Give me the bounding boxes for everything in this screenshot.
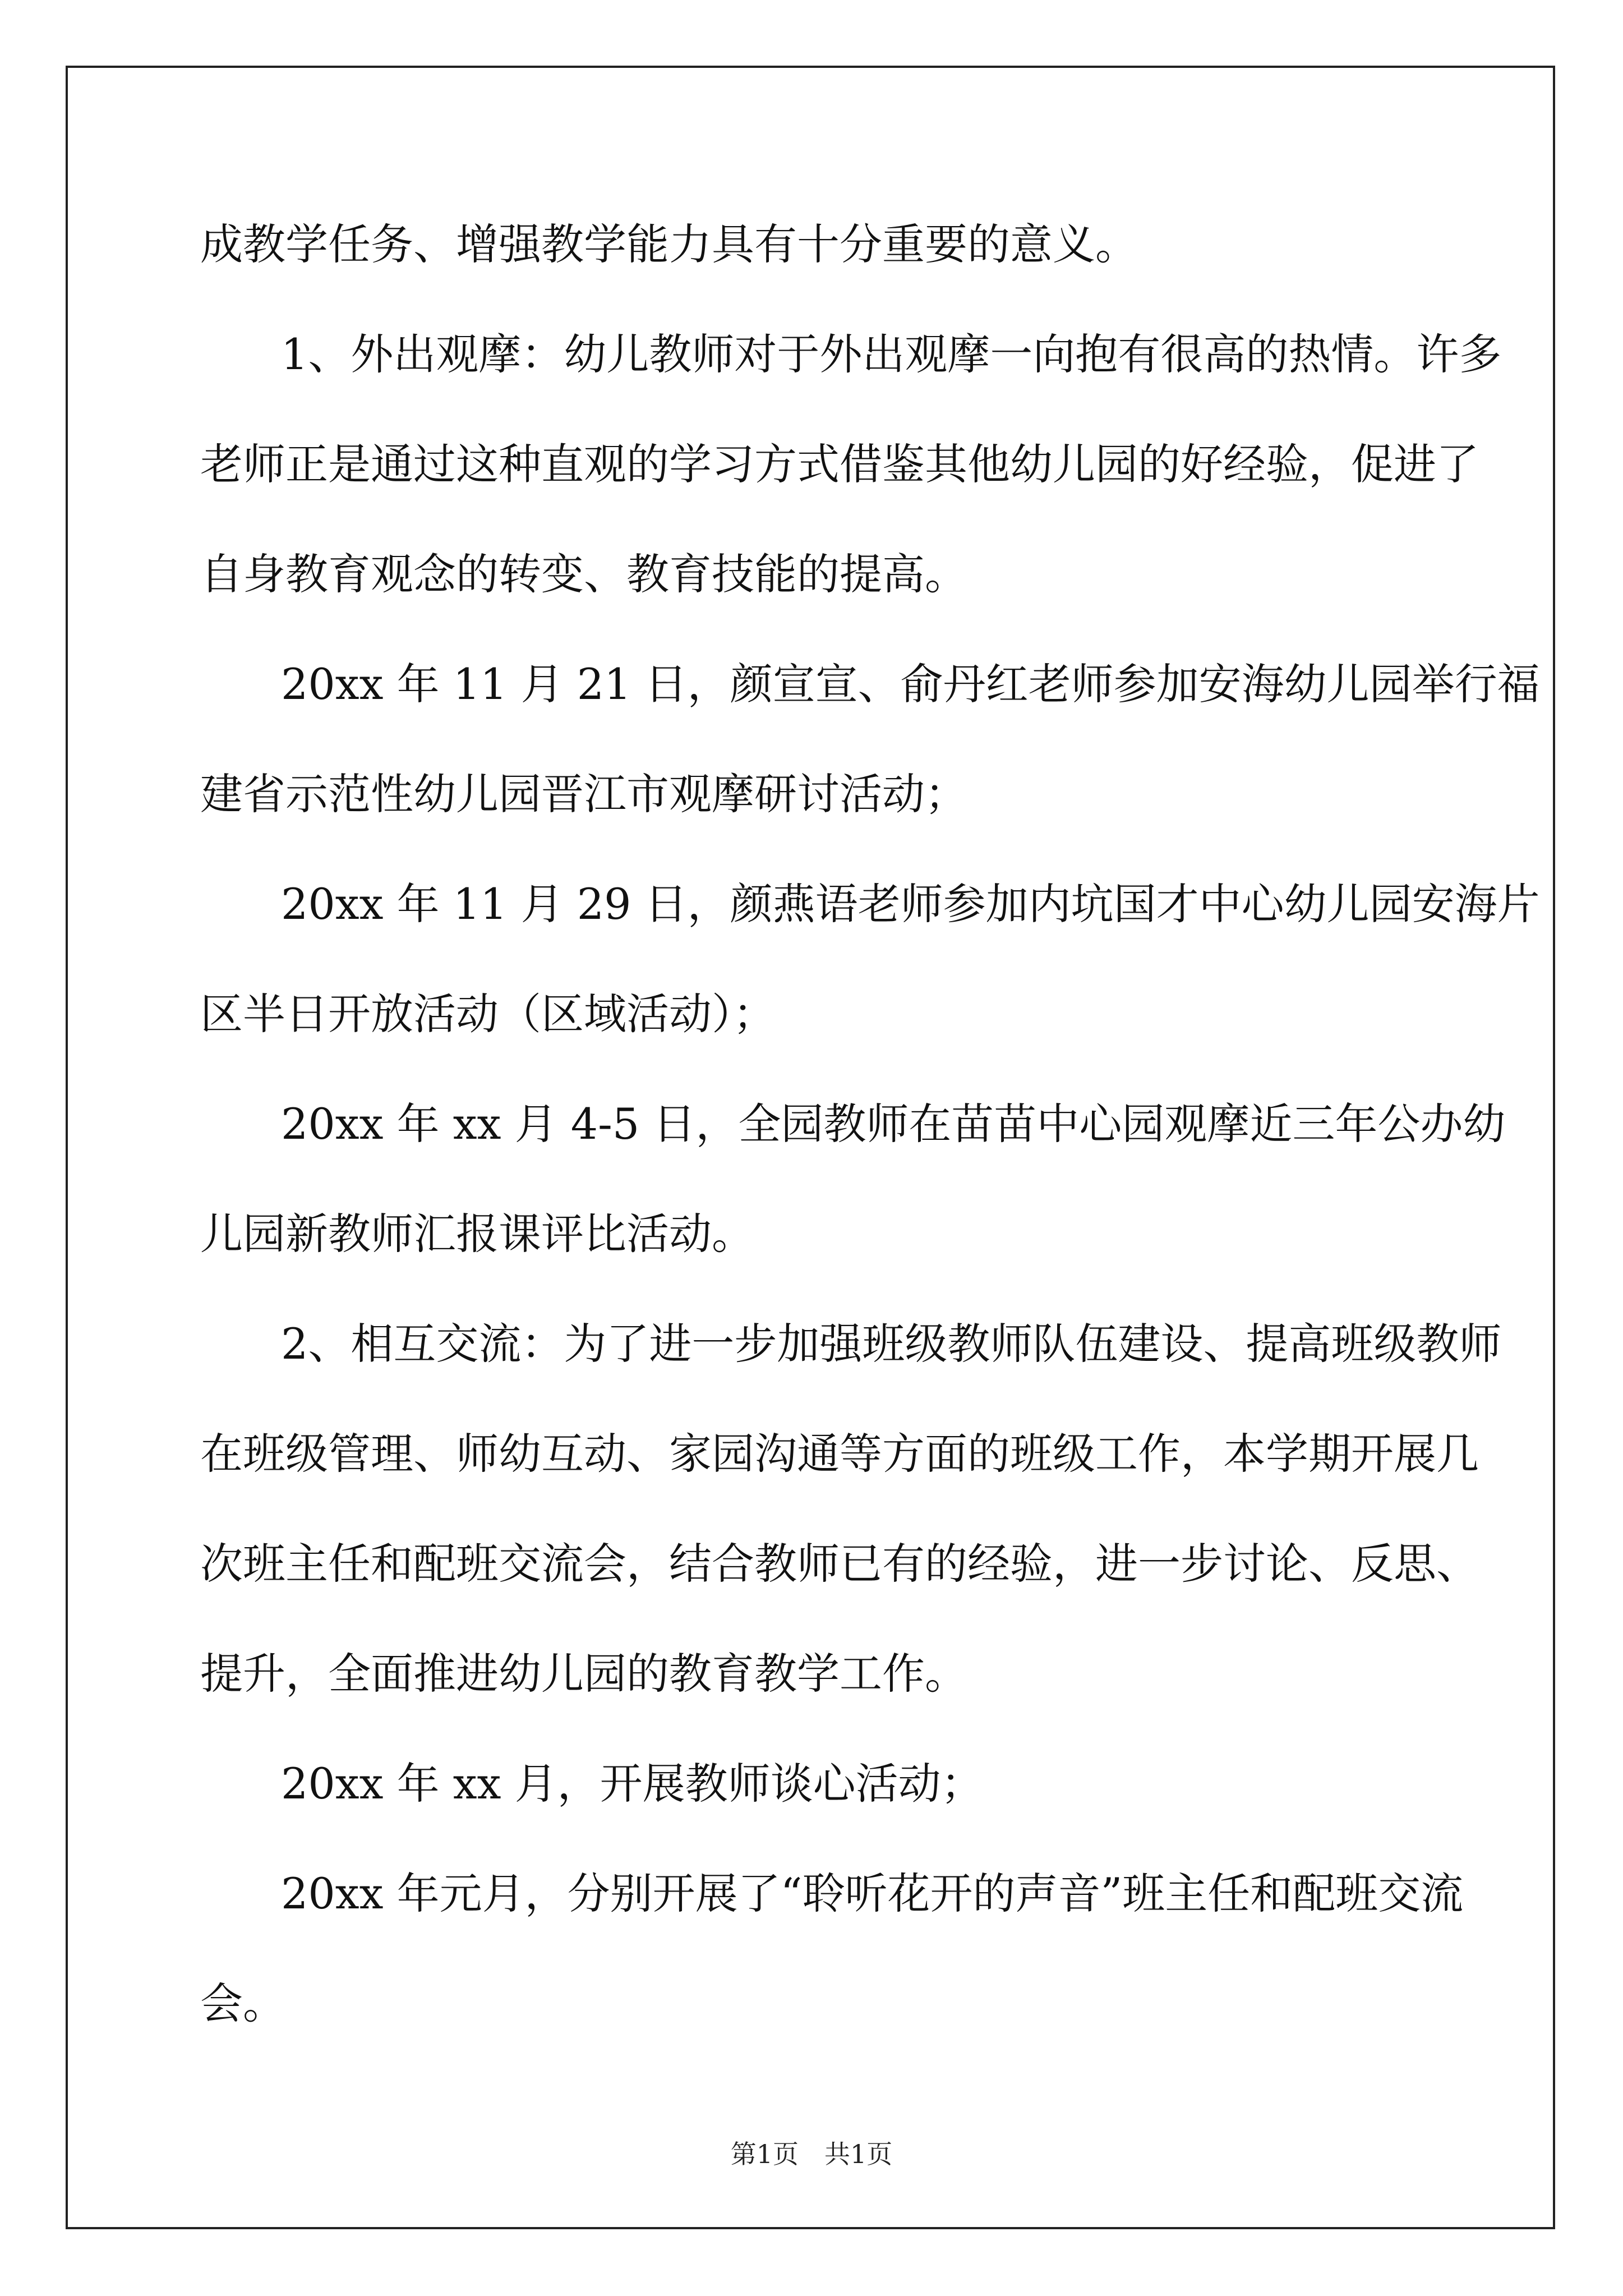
event-entry: 20xx 年元月，分别开展了“聆听花开的声音”班主任和配班交流 <box>281 1869 1464 1918</box>
text-line: 在班级管理、师幼互动、家园沟通等方面的班级工作，本学期开展几 <box>200 1429 1479 1479</box>
text-line: 儿园新教师汇报课评比活动。 <box>200 1209 754 1259</box>
text-line: 会。 <box>200 1978 285 2028</box>
text-line: 区半日开放活动（区域活动）； <box>200 989 776 1039</box>
text-line: 提升，全面推进幼儿园的教育教学工作。 <box>200 1649 967 1699</box>
text-line: 自身教育观念的转变、教育技能的提高。 <box>200 549 967 599</box>
paragraph-heading-exchange: 2、相互交流：为了进一步加强班级教师队伍建设、提高班级教师 <box>281 1319 1502 1369</box>
text-line: 老师正是通过这种直观的学习方式借鉴其他幼儿园的好经验，促进了 <box>200 439 1479 489</box>
page-number: 第1页 <box>730 2139 799 2169</box>
event-entry: 20xx 年 11 月 21 日，颜宣宣、俞丹红老师参加安海幼儿园举行福 <box>281 659 1540 709</box>
event-entry: 20xx 年 xx 月 4-5 日，全园教师在苗苗中心园观摩近三年公办幼 <box>281 1099 1506 1149</box>
document-body <box>200 190 1540 2059</box>
text-line: 次班主任和配班交流会，结合教师已有的经验，进一步讨论、反思、 <box>200 1539 1479 1589</box>
text-line: 成教学任务、增强教学能力具有十分重要的意义。 <box>200 219 1138 269</box>
page-total: 共1页 <box>824 2139 893 2169</box>
paragraph-heading-outing: 1、外出观摩：幼儿教师对于外出观摩一向抱有很高的热情。许多 <box>281 329 1502 379</box>
event-entry: 20xx 年 11 月 29 日，颜燕语老师参加内坑国才中心幼儿园安海片 <box>281 879 1540 929</box>
text-line: 建省示范性幼儿园晋江市观摩研讨活动； <box>200 769 967 819</box>
event-entry: 20xx 年 xx 月，开展教师谈心活动； <box>281 1759 984 1809</box>
page-footer <box>0 2134 1623 2171</box>
